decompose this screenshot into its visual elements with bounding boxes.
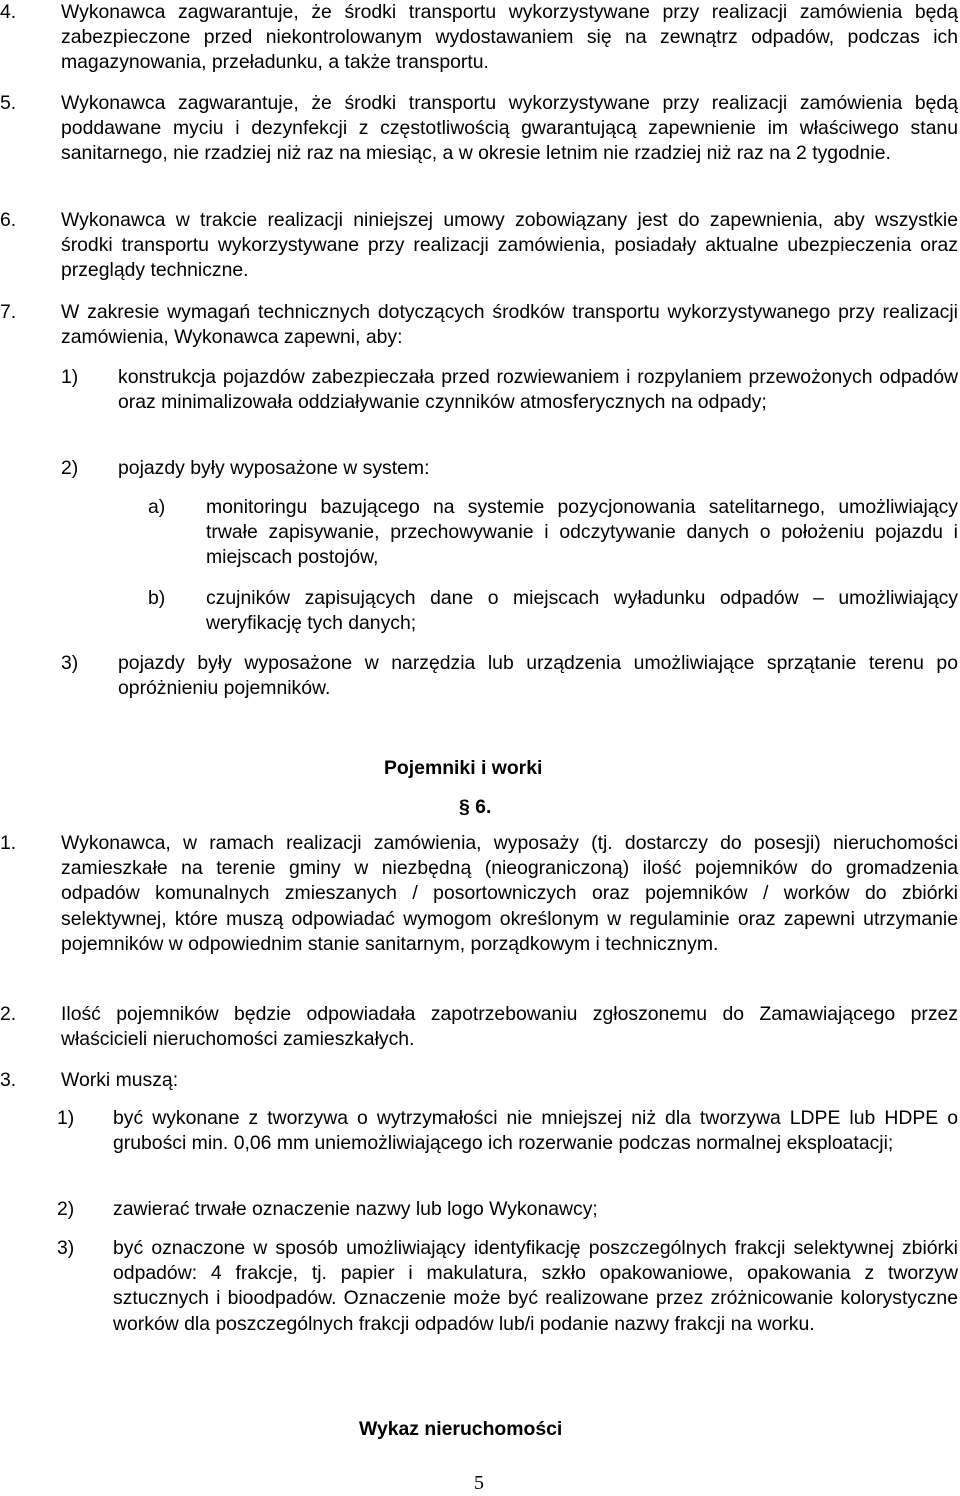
list-item — [0, 91, 958, 167]
sub-list-item — [61, 651, 958, 701]
item-text: konstrukcja pojazdów zabezpieczała przed rozwiewaniem i rozpylaniem przewożonych odpadów oraz minimalizowała oddziaływanie czynników atmosferycznych na odpady; — [118, 366, 958, 414]
section-heading: Wykaz nieruchomości — [359, 1418, 563, 1440]
item-text: Wykonawca, w ramach realizacji zamówienia, wyposaży (tj. dostarczy do posesji) nieruchomości zamieszkałe na terenie gminy w niezbędną (nieograniczoną) ilość pojemników do gromadzenia odpadów komunalnych zmieszanych / posortowniczych oraz pojemników / worków do zbiórki selektywnej, które muszą odpowiadać wymogom określonym w regulaminie oraz zapewni utrzymanie pojemników w odpowiednim stanie sanitarnym, porządkowym i technicznym. — [61, 832, 958, 955]
list-item — [0, 208, 958, 284]
sub-list-item — [57, 1197, 958, 1222]
item-number: 6. — [0, 209, 17, 231]
item-text: czujników zapisujących dane o miejscach wyładunku odpadów – umożliwiający weryfikację tych danych; — [206, 587, 958, 635]
sub-list-item — [61, 365, 958, 415]
list-item — [0, 1068, 958, 1093]
list-item — [0, 1002, 958, 1052]
item-text: Worki muszą: — [61, 1069, 179, 1091]
sub-sub-list-item — [148, 495, 958, 571]
item-text: monitoringu bazującego na systemie pozycjonowania satelitarnego, umożliwiający trwałe zapisywanie, przechowywanie i odczytywanie danych o położeniu pojazdu i miejscach postojów, — [206, 496, 958, 569]
section-heading: Pojemniki i worki — [384, 757, 543, 779]
item-text: być oznaczone w sposób umożliwiający identyfikację poszczególnych frakcji selektywnej zbiórki odpadów: 4 frakcje, tj. papier i makulatura, szkło opakowaniowe, opakowania z tworzyw sztucznych i bioodpadów. Oznaczenie może być realizowane przez zróżnicowanie kolorystyczne worków dla poszczególnych frakcji odpadów lub/i podanie nazwy frakcji na worku. — [113, 1237, 958, 1335]
item-number: 5. — [0, 92, 17, 114]
item-number: 2. — [0, 1003, 17, 1025]
paragraph-mark: § 6. — [459, 796, 492, 818]
sub-list-item — [57, 1236, 958, 1337]
page-number: 5 — [474, 1472, 484, 1494]
item-number: 7. — [0, 301, 17, 323]
item-number: a) — [148, 496, 166, 518]
item-text: zawierać trwałe oznaczenie nazwy lub logo Wykonawcy; — [113, 1198, 598, 1220]
item-number: 2) — [57, 1198, 75, 1220]
item-number: 3) — [61, 652, 79, 674]
item-text: Wykonawca zagwarantuje, że środki transportu wykorzystywane przy realizacji zamówienia będą zabezpieczone przed niekontrolowanym wydostawaniem się na zewnątrz odpadów, podczas ich magazynowania, przeładunku, a także transportu. — [61, 1, 958, 74]
item-text: pojazdy były wyposażone w system: — [118, 457, 430, 479]
item-number: 2) — [61, 457, 79, 479]
item-text: W zakresie wymagań technicznych dotyczących środków transportu wykorzystywanego przy realizacji zamówienia, Wykonawca zapewni, aby: — [61, 301, 958, 349]
item-text: być wykonane z tworzywa o wytrzymałości nie mniejszej niż dla tworzywa LDPE lub HDPE o grubości min. 0,06 mm uniemożliwiającego ich rozerwanie podczas normalnej eksploatacji; — [113, 1107, 958, 1155]
item-number: b) — [148, 587, 166, 609]
list-item — [0, 0, 958, 76]
item-number: 1) — [57, 1107, 75, 1129]
item-text: Ilość pojemników będzie odpowiadała zapotrzebowaniu zgłoszonemu do Zamawiającego przez właścicieli nieruchomości zamieszkałych. — [61, 1003, 958, 1051]
item-number: 3) — [57, 1237, 75, 1259]
list-item — [0, 300, 958, 350]
sub-list-item — [61, 456, 958, 481]
item-number: 3. — [0, 1069, 17, 1091]
list-item — [0, 831, 958, 957]
sub-sub-list-item — [148, 586, 958, 636]
item-text: Wykonawca zagwarantuje, że środki transportu wykorzystywane przy realizacji zamówienia będą poddawane myciu i dezynfekcji z częstotliwością gwarantującą zapewnienie im właściwego stanu sanitarnego, nie rzadziej niż raz na miesiąc, a w okresie letnim nie rzadziej niż raz na 2 tygodnie. — [61, 92, 958, 165]
item-number: 4. — [0, 1, 17, 23]
item-number: 1. — [0, 832, 17, 854]
item-number: 1) — [61, 366, 79, 388]
sub-list-item — [57, 1106, 958, 1156]
item-text: Wykonawca w trakcie realizacji niniejszej umowy zobowiązany jest do zapewnienia, aby wszystkie środki transportu wykorzystywane przy realizacji zamówienia, posiadały aktualne ubezpieczenia oraz przeglądy techniczne. — [61, 209, 958, 282]
item-text: pojazdy były wyposażone w narzędzia lub urządzenia umożliwiające sprzątanie terenu po opróżnieniu pojemników. — [118, 652, 958, 700]
